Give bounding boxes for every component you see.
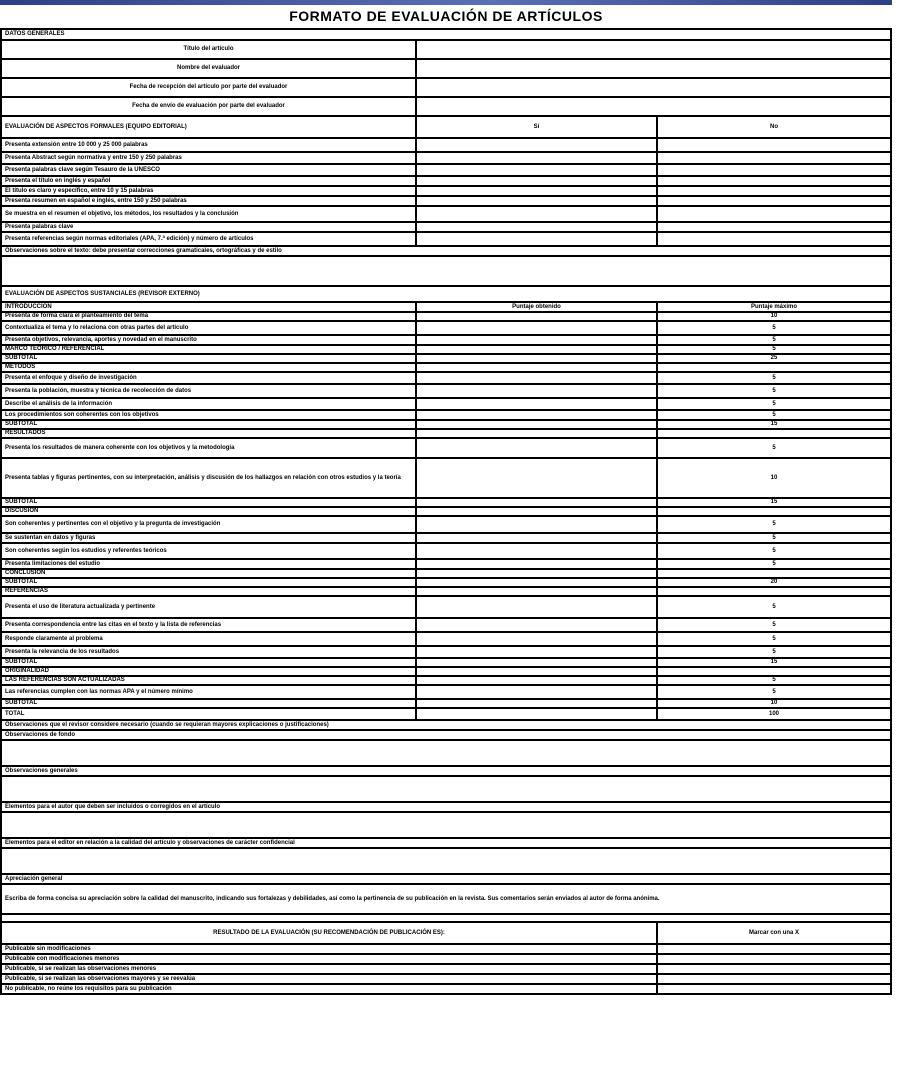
subst-criterion: Son coherentes según los estudios y referentes teóricos [1,543,416,559]
comments-label: Elementos para el editor en relación a la calidad del artículo y observaciones de carácter confidencial [1,838,891,848]
comments-space[interactable] [1,776,891,802]
score-obtained-cell[interactable] [416,543,657,559]
form-row [1,232,891,246]
score-obtained-cell[interactable] [416,632,657,646]
mark-cell[interactable] [657,984,891,994]
general-field-label: Nombre del evaluador [1,59,416,78]
form-row [1,699,891,708]
score-obtained-cell[interactable] [416,676,657,685]
score-max: 5 [657,676,891,685]
form-row [1,302,891,312]
subst-criterion: Presenta de forma clara el planteamiento del tema [1,312,416,321]
subst-criterion: SUBTOTAL [1,578,416,587]
result-option: Publicable, si se realizan las observaciones menores [1,964,657,974]
score-obtained-cell[interactable] [416,398,657,410]
appreciation-title: Apreciación general [1,874,891,884]
subst-criterion: Presenta el uso de literatura actualizada y pertinente [1,596,416,618]
form-row [1,286,891,302]
form-row [1,345,891,354]
formal-criterion: Presenta palabras clave [1,222,416,232]
score-obtained-cell[interactable] [416,354,657,363]
form-row [1,646,891,658]
form-row [1,222,891,232]
subst-criterion: Presenta limitaciones del estudio [1,559,416,569]
score-obtained-cell[interactable] [416,578,657,587]
score-max: 5 [657,646,891,658]
formal-criterion: Presenta resumen en español e inglés, entre 150 y 250 palabras [1,196,416,206]
score-obtained-cell[interactable] [416,507,657,516]
formal-note-space [1,256,891,286]
form-row [1,766,891,776]
score-obtained-cell[interactable] [416,410,657,420]
substantive-note2: Observaciones de fondo [1,730,891,740]
score-obtained-cell[interactable] [416,345,657,354]
form-row [1,410,891,420]
form-row [1,363,891,372]
mark-cell[interactable] [657,964,891,974]
form-row [1,944,891,954]
form-row [1,384,891,398]
no-cell[interactable] [657,176,891,186]
score-obtained-cell[interactable] [416,559,657,569]
si-cell[interactable] [416,206,657,222]
comments-label: Observaciones generales [1,766,891,776]
subst-criterion: MÉTODOS [1,363,416,372]
form-row [1,954,891,964]
subst-criterion: Presenta el enfoque y diseño de investigación [1,372,416,384]
subst-criterion: ORIGINALIDAD [1,667,416,676]
form-row [1,420,891,429]
no-cell[interactable] [657,206,891,222]
form-row [1,429,891,438]
score-obtained-cell[interactable] [416,372,657,384]
comments-space[interactable] [1,812,891,838]
form-row [1,321,891,335]
column-si: Sí [416,116,657,138]
si-cell[interactable] [416,222,657,232]
appreciation-text: Escriba de forma concisa su apreciación sobre la calidad del manuscrito, indicando sus fortalezas y debilidades, así como la pertinencia de su publicación en la revista. Sus comentarios serán enviados al autor de forma anónima. [1,884,891,914]
no-cell[interactable] [657,138,891,152]
form-row [1,507,891,516]
column-no: No [657,116,891,138]
form-row [1,848,891,874]
mark-cell[interactable] [657,974,891,984]
subst-criterion: Presenta la población, muestra y técnica de recolección de datos [1,384,416,398]
section-header-substantive: EVALUACIÓN DE ASPECTOS SUSTANCIALES (REVISOR EXTERNO) [1,286,891,302]
score-max: 5 [657,596,891,618]
score-obtained-cell[interactable] [416,708,657,720]
subst-criterion: REFERENCIAS [1,587,416,596]
form-row [1,974,891,984]
score-max: 15 [657,658,891,667]
no-cell[interactable] [657,164,891,176]
comments-space[interactable] [1,848,891,874]
form-row [1,596,891,618]
form-row [1,78,891,97]
document-title: FORMATO DE EVALUACIÓN DE ARTÍCULOS [289,8,603,24]
no-cell[interactable] [657,196,891,206]
form-row [1,667,891,676]
si-cell[interactable] [416,186,657,196]
section-header-formal: EVALUACIÓN DE ASPECTOS FORMALES (EQUIPO EDITORIAL) [1,116,416,138]
si-cell[interactable] [416,138,657,152]
score-max: 5 [657,321,891,335]
form-row [1,632,891,646]
column-max: Puntaje máximo [657,302,891,312]
form-row [1,186,891,196]
subst-criterion: Se sustentan en datos y figuras [1,533,416,543]
subst-criterion: Presenta los resultados de manera coherente con los objetivos y la metodología [1,438,416,458]
form-row [1,176,891,186]
score-obtained-cell[interactable] [416,420,657,429]
form-row [1,730,891,740]
score-max: 5 [657,398,891,410]
form-row [1,812,891,838]
column-obtained: Puntaje obtenido [416,302,657,312]
form-row [1,543,891,559]
form-row [1,776,891,802]
subst-criterion: Responde claramente al problema [1,632,416,646]
no-cell[interactable] [657,222,891,232]
score-max: 5 [657,543,891,559]
score-max: 5 [657,533,891,543]
subst-criterion: Presenta objetivos, relevancia, aportes y novedad en el manuscrito [1,335,416,345]
si-cell[interactable] [416,196,657,206]
form-row [1,578,891,587]
score-max: 25 [657,354,891,363]
score-obtained-cell[interactable] [416,312,657,321]
score-max: 5 [657,632,891,646]
form-row [1,438,891,458]
form-row [1,516,891,533]
subst-criterion: Las referencias cumplen con las normas APA y el número mínimo [1,685,416,699]
score-max: 10 [657,458,891,498]
score-obtained-cell[interactable] [416,685,657,699]
form-row [1,29,891,40]
form-row [1,246,891,256]
form-row [1,559,891,569]
score-max: 5 [657,559,891,569]
form-row [1,398,891,410]
form-row [1,533,891,543]
form-row [1,618,891,632]
subst-criterion: Son coherentes y pertinentes con el objetivo y la pregunta de investigación [1,516,416,533]
score-obtained-cell[interactable] [416,569,657,578]
form-row [1,354,891,363]
score-obtained-cell[interactable] [416,658,657,667]
form-row [1,196,891,206]
form-row [1,964,891,974]
score-obtained-cell[interactable] [416,596,657,618]
form-row [1,206,891,222]
evaluation-form [0,28,890,995]
subst-criterion: RESULTADOS [1,429,416,438]
form-row [1,59,891,78]
general-field-input[interactable] [416,40,891,59]
score-max: 5 [657,384,891,398]
score-max: 20 [657,578,891,587]
formal-criterion: Presenta el título en inglés y español [1,176,416,186]
form-row [1,708,891,720]
result-option: No publicable, no reúne los requisitos para su publicación [1,984,657,994]
score-obtained-cell[interactable] [416,321,657,335]
score-obtained-cell[interactable] [416,667,657,676]
score-max: 5 [657,335,891,345]
formal-criterion: Se muestra en el resumen el objetivo, los métodos, los resultados y la conclusión [1,206,416,222]
mark-header: Marcar con una X [657,922,891,944]
form-row [1,40,891,59]
si-cell[interactable] [416,176,657,186]
score-max: 5 [657,372,891,384]
score-obtained-cell[interactable] [416,533,657,543]
score-max: 10 [657,699,891,708]
form-row [1,335,891,345]
form-row [1,658,891,667]
subst-criterion: MARCO TEÓRICO / REFERENCIAL [1,345,416,354]
form-row [1,720,891,730]
score-max: 5 [657,345,891,354]
total-label: TOTAL [1,708,416,720]
spacer [1,914,891,922]
subst-criterion: Presenta correspondencia entre las citas en el texto y la lista de referencias [1,618,416,632]
form-row [1,838,891,848]
score-max: 5 [657,685,891,699]
score-obtained-cell[interactable] [416,618,657,632]
score-max: 5 [657,410,891,420]
form-row [1,498,891,507]
score-max: 5 [657,516,891,533]
subst-criterion: SUBTOTAL [1,420,416,429]
substantive-note: Observaciones que el revisor considere necesario (cuando se requieran mayores explicaciones o justificaciones) [1,720,891,730]
general-field-label: Fecha de envío de evaluación por parte del evaluador [1,97,416,116]
subst-criterion: Los procedimientos son coherentes con los objetivos [1,410,416,420]
general-field-input[interactable] [416,97,891,116]
score-max: 10 [657,312,891,321]
score-obtained-cell[interactable] [416,363,657,372]
subst-criterion: SUBTOTAL [1,658,416,667]
form-row [1,569,891,578]
form-row [1,884,891,914]
form-row [1,116,891,138]
general-field-label: Fecha de recepción del artículo por parte del evaluador [1,78,416,97]
score-max: 5 [657,438,891,458]
score-obtained-cell[interactable] [416,438,657,458]
subst-criterion: Presenta tablas y figuras pertinentes, con su interpretación, análisis y discusión de los hallazgos en relación con otros estudios y la teoría [1,458,416,498]
comments-label: Elementos para el autor que deben ser incluidos o corregidos en el artículo [1,802,891,812]
form-row [1,984,891,994]
result-option: Publicable, si se realizan las observaciones mayores y se reevalúa [1,974,657,984]
form-row [1,802,891,812]
general-field-input[interactable] [416,59,891,78]
general-field-label: Título del artículo [1,40,416,59]
score-max [657,507,891,516]
form-row [1,372,891,384]
mark-cell[interactable] [657,954,891,964]
form-row [1,685,891,699]
subst-criterion: Presenta la relevancia de los resultados [1,646,416,658]
score-max: 15 [657,498,891,507]
score-max: 5 [657,618,891,632]
form-row [1,676,891,685]
score-obtained-cell[interactable] [416,498,657,507]
form-row [1,164,891,176]
form-row [1,740,891,766]
general-field-input[interactable] [416,78,891,97]
form-row [1,312,891,321]
score-max [657,569,891,578]
no-cell[interactable] [657,186,891,196]
score-obtained-cell[interactable] [416,646,657,658]
score-max [657,587,891,596]
formal-criterion: Presenta extensión entre 10 000 y 25 000 palabras [1,138,416,152]
result-option: Publicable sin modificaciones [1,944,657,954]
subst-criterion: CONCLUSIÓN [1,569,416,578]
note-space[interactable] [1,740,891,766]
subst-criterion: DISCUSIÓN [1,507,416,516]
si-cell[interactable] [416,164,657,176]
subst-criterion: INTRODUCCIÓN [1,302,416,312]
subst-criterion: Describe el análisis de la información [1,398,416,410]
subst-criterion: SUBTOTAL [1,354,416,363]
score-obtained-cell[interactable] [416,516,657,533]
formal-criterion: Presenta Abstract según normativa y entre 150 y 250 palabras [1,152,416,164]
form-row [1,138,891,152]
score-max: 100 [657,708,891,720]
formal-criterion: Presenta referencias según normas editoriales (APA, 7.ª edición) y número de artículos [1,232,416,246]
no-cell[interactable] [657,232,891,246]
score-max: 15 [657,420,891,429]
form-row [1,874,891,884]
form-row [1,458,891,498]
formal-note: Observaciones sobre el texto: debe presentar correcciones gramaticales, ortográficas y de estilo [1,246,891,256]
score-obtained-cell[interactable] [416,429,657,438]
form-row [1,97,891,116]
score-obtained-cell[interactable] [416,335,657,345]
mark-cell[interactable] [657,944,891,954]
subst-criterion: SUBTOTAL [1,498,416,507]
score-max [657,667,891,676]
form-table [0,28,892,995]
score-obtained-cell[interactable] [416,587,657,596]
si-cell[interactable] [416,232,657,246]
section-header-general: DATOS GENERALES [1,29,891,40]
form-row [1,587,891,596]
formal-criterion: El título es claro y específico, entre 10 y 15 palabras [1,186,416,196]
formal-criterion: Presenta palabras clave según Tesauro de la UNESCO [1,164,416,176]
score-obtained-cell[interactable] [416,384,657,398]
subst-criterion: SUBTOTAL [1,699,416,708]
result-header: RESULTADO DE LA EVALUACIÓN (SU RECOMENDACIÓN DE PUBLICACIÓN ES): [1,922,657,944]
form-row [1,256,891,286]
subst-criterion: Contextualiza el tema y lo relaciona con otras partes del artículo [1,321,416,335]
score-obtained-cell[interactable] [416,458,657,498]
form-row [1,922,891,944]
score-max [657,363,891,372]
form-row [1,152,891,164]
si-cell[interactable] [416,152,657,164]
no-cell[interactable] [657,152,891,164]
score-obtained-cell[interactable] [416,699,657,708]
form-row [1,914,891,922]
subst-criterion: LAS REFERENCIAS SON ACTUALIZADAS [1,676,416,685]
score-max [657,429,891,438]
result-option: Publicable con modificaciones menores [1,954,657,964]
